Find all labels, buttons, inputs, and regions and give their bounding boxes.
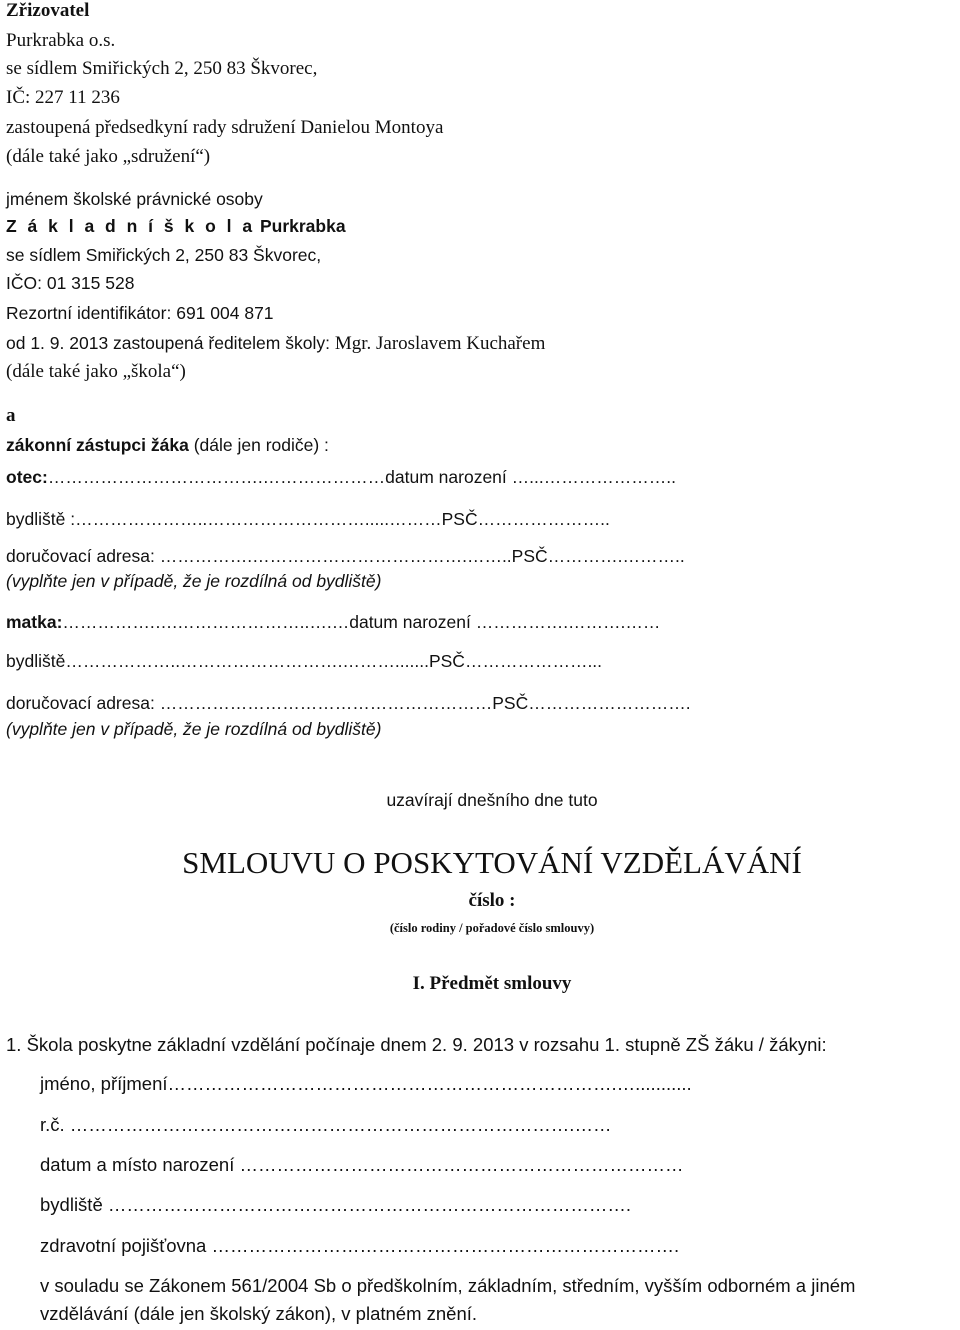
school-ico: IČO: 01 315 528 — [6, 273, 135, 293]
pupil-rc-label: r.č. — [40, 1114, 65, 1135]
pupil-name-row — [40, 1073, 692, 1095]
pupil-residence-row — [40, 1194, 631, 1216]
pupil-insurer-row — [40, 1235, 679, 1257]
contract-number-label: číslo : — [468, 890, 516, 911]
mother-mail-row — [6, 692, 691, 714]
pupil-residence-label: bydliště — [40, 1194, 103, 1215]
mother-mail-note: (vyplňte jen v případě, že je rozdílná od bydliště) — [6, 719, 382, 739]
pupil-insurer-fill-line[interactable]: …………………………………………………………………. — [206, 1235, 680, 1256]
pupil-birth-fill-line[interactable]: ……………………………………………………………… — [234, 1154, 684, 1175]
school-name-rest: Purkrabka — [255, 216, 346, 236]
father-mail-row — [6, 545, 685, 567]
mother-fill-line[interactable]: …………….….…………………..….…datum narození …………….……….…… — [62, 612, 661, 632]
and-connector: a — [6, 405, 16, 426]
pupil-name-label: jméno, příjmení — [40, 1073, 168, 1094]
pupil-rc-row — [40, 1114, 611, 1136]
parents-heading-bold: zákonní zástupci žáka — [6, 435, 189, 455]
section-1-heading: I. Předmět smlouvy — [412, 973, 572, 994]
mother-residence-label: bydliště — [6, 651, 66, 671]
pupil-rc-fill-line[interactable]: ……………………………………………………………………….…… — [64, 1114, 612, 1135]
father-residence-label: bydliště : — [6, 509, 76, 529]
mother-label: matka: — [6, 612, 63, 632]
parents-heading — [6, 434, 329, 456]
mother-residence-row — [6, 650, 602, 672]
mother-mail-fill-line[interactable]: …………………………………………………PSČ………………………. — [159, 693, 691, 713]
school-name-spaced: Z á k l a d n í š k o l a — [6, 216, 256, 236]
mother-row — [6, 611, 660, 633]
contract-number-note: (číslo rodiny / pořadové číslo smlouvy) — [389, 921, 595, 935]
law-reference-line-2: vzdělávání (dále jen školský zákon), v platném znění. — [40, 1303, 478, 1324]
pupil-birth-label: datum a místo narození — [40, 1154, 235, 1175]
father-residence-fill-line[interactable]: …………………..……………………….....………PSČ………………….. — [75, 509, 610, 529]
father-mail-note: (vyplňte jen v případě, že je rozdílná od bydliště) — [6, 571, 382, 591]
father-mail-fill-line[interactable]: …………….……………………………….……..PSČ………….……….. — [159, 546, 685, 566]
pupil-insurer-label: zdravotní pojišťovna — [40, 1235, 207, 1256]
mother-residence-fill-line[interactable]: ………………..……………………….……….......PSČ…………………... — [65, 651, 603, 671]
founder-ic: IČ: 227 11 236 — [6, 87, 120, 108]
mother-mail-label: doručovací adresa: — [6, 693, 155, 713]
pupil-birth-row — [40, 1154, 684, 1176]
pupil-residence-fill-line[interactable]: …………………………………………………………………………. — [102, 1194, 632, 1215]
father-label: otec: — [6, 467, 48, 487]
parents-heading-rest: (dále jen rodiče) : — [188, 435, 329, 455]
contract-intro: uzavírají dnešního dne tuto — [386, 790, 598, 810]
father-residence-row — [6, 508, 610, 530]
father-row — [6, 466, 676, 488]
school-alias: (dále také jako „škola“) — [6, 361, 186, 382]
school-rep-prefix: od 1. 9. 2013 zastoupená ředitelem školy: — [6, 333, 335, 353]
zrizovatel-heading: Zřizovatel — [6, 0, 90, 21]
school-name — [6, 215, 346, 237]
school-rep-name: Mgr. Jaroslavem Kuchařem — [334, 333, 546, 354]
school-rezort-id: Rezortní identifikátor: 691 004 871 — [6, 303, 274, 323]
father-mail-label: doručovací adresa: — [6, 546, 155, 566]
clause-1-text: 1. Škola poskytne základní vzdělání počínaje dnem 2. 9. 2013 v rozsahu 1. stupně ZŠ žáku / žákyni: — [6, 1034, 827, 1055]
law-reference-line-1: v souladu se Zákonem 561/2004 Sb o předškolním, základním, středním, vyšším odborném a jiném — [40, 1275, 856, 1296]
father-fill-line[interactable]: ……………………………….…………………datum narození …...………………….. — [47, 467, 676, 487]
founder-address: se sídlem Smiřických 2, 250 83 Škvorec, — [6, 58, 318, 79]
school-representative — [6, 332, 545, 355]
founder-alias: (dále také jako „sdružení“) — [6, 146, 211, 167]
school-address: se sídlem Smiřických 2, 250 83 Škvorec, — [6, 245, 322, 265]
school-on-behalf: jménem školské právnické osoby — [6, 189, 263, 209]
contract-title: SMLOUVU O POSKYTOVÁNÍ VZDĚLÁVÁNÍ — [182, 845, 802, 880]
founder-representative: zastoupená předsedkyní rady sdružení Danielou Montoya — [6, 117, 444, 138]
pupil-name-fill-line[interactable]: ……………………………………………………………….…........... — [167, 1073, 692, 1094]
founder-name: Purkrabka o.s. — [6, 30, 116, 51]
